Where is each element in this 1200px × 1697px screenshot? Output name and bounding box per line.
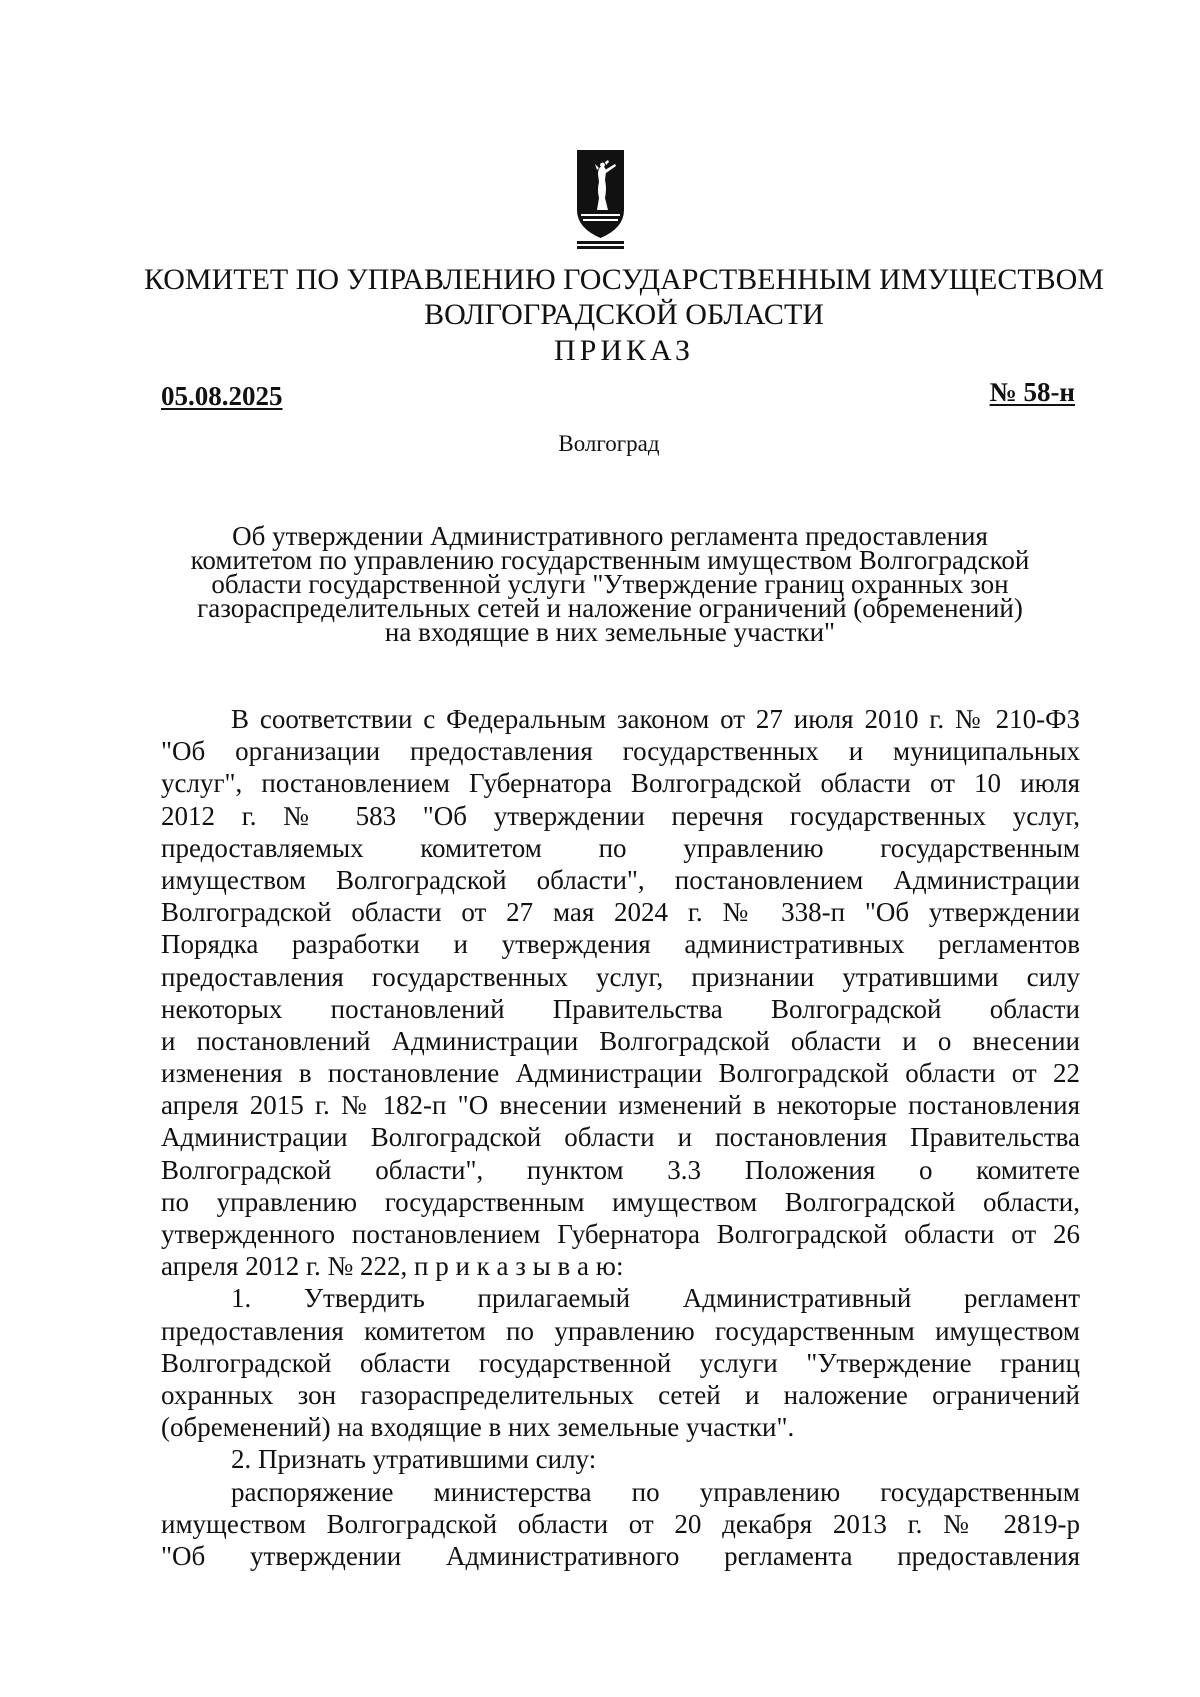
body-line: апреля 2012 г. № 222, п р и к а з ы в а ю: — [161, 1251, 624, 1282]
body-line: услуг", постановлением Губернатора Волгоградской области от 10 июля — [161, 768, 1080, 799]
body-line: Волгоградской области", пунктом 3.3 Положения о комитете — [161, 1154, 1080, 1185]
order-city: Волгоград — [558, 431, 660, 456]
title-line: комитетом по управлению государственным имуществом Волгоградской — [190, 545, 1030, 575]
body-line: 2012 г. № 583 "Об утверждении перечня государственных услуг, — [161, 800, 1080, 831]
order-body — [161, 703, 1080, 1572]
title-line: на входящие в них земельные участки" — [384, 617, 836, 647]
order-title — [170, 521, 1050, 647]
order-number: № 58-н — [989, 377, 1075, 407]
body-line: Волгоградской области государственной услуги "Утверждение границ — [161, 1347, 1080, 1378]
body-line: апреля 2015 г. № 182-п "О внесении изменений в некоторые постановления — [161, 1090, 1080, 1121]
body-line: имуществом Волгоградской области от 20 декабря 2013 г. № 2819-р — [161, 1508, 1080, 1539]
body-line: Порядка разработки и утверждения административных регламентов — [161, 929, 1080, 960]
body-line: изменения в постановление Администрации Волгоградской области от 22 — [161, 1058, 1080, 1089]
body-line: по управлению государственным имуществом Волгоградской области, — [161, 1186, 1080, 1217]
body-line: предоставления государственных услуг, признании утратившими силу — [161, 961, 1080, 992]
body-line: имуществом Волгоградской области", постановлением Администрации — [161, 864, 1080, 895]
body-line: 2. Признать утратившими силу: — [231, 1444, 597, 1475]
body-line: предоставляемых комитетом по управлению государственным — [161, 832, 1080, 863]
body-line: и постановлений Администрации Волгоградской области и о внесении — [161, 1025, 1080, 1056]
body-line: некоторых постановлений Правительства Волгоградской области — [161, 993, 1080, 1024]
body-line: "Об организации предоставления государственных и муниципальных — [161, 736, 1080, 767]
organization-name-line-2: ВОЛГОГРАДСКОЙ ОБЛАСТИ — [424, 298, 824, 331]
document-type: ПРИКАЗ — [554, 334, 694, 367]
body-line: Волгоградской области от 27 мая 2024 г. № 338-п "Об утверждении — [161, 897, 1080, 928]
body-line: "Об утверждении Административного регламента предоставления — [161, 1540, 1080, 1571]
body-line: 1. Утвердить прилагаемый Административный регламент — [231, 1283, 1080, 1314]
body-line: предоставления комитетом по управлению государственным имуществом — [161, 1315, 1080, 1346]
body-line: Администрации Волгоградской области и постановления Правительства — [161, 1122, 1080, 1153]
body-line: охранных зон газораспределительных сетей и наложение ограничений — [161, 1379, 1080, 1410]
organization-name-line-1: КОМИТЕТ ПО УПРАВЛЕНИЮ ГОСУДАРСТВЕННЫМ ИМУЩЕСТВОМ — [143, 263, 1104, 296]
title-line: области государственной услуги "Утверждение границ охранных зон — [211, 569, 1009, 599]
body-line: В соответствии с Федеральным законом от 27 июля 2010 г. № 210-ФЗ — [231, 704, 1080, 734]
body-line: утвержденного постановлением Губернатора Волгоградской области от 26 — [161, 1219, 1080, 1249]
body-line: (обременений) на входящие в них земельные участки". — [161, 1412, 795, 1443]
body-line: распоряжение министерства по управлению государственным — [231, 1476, 1080, 1507]
title-line: Об утверждении Административного регламента предоставления — [232, 521, 988, 551]
order-date: 05.08.2025 — [161, 381, 283, 411]
title-line: газораспределительных сетей и наложение ограничений (обременений) — [197, 593, 1023, 623]
volgograd-coat-of-arms-icon — [575, 148, 626, 250]
